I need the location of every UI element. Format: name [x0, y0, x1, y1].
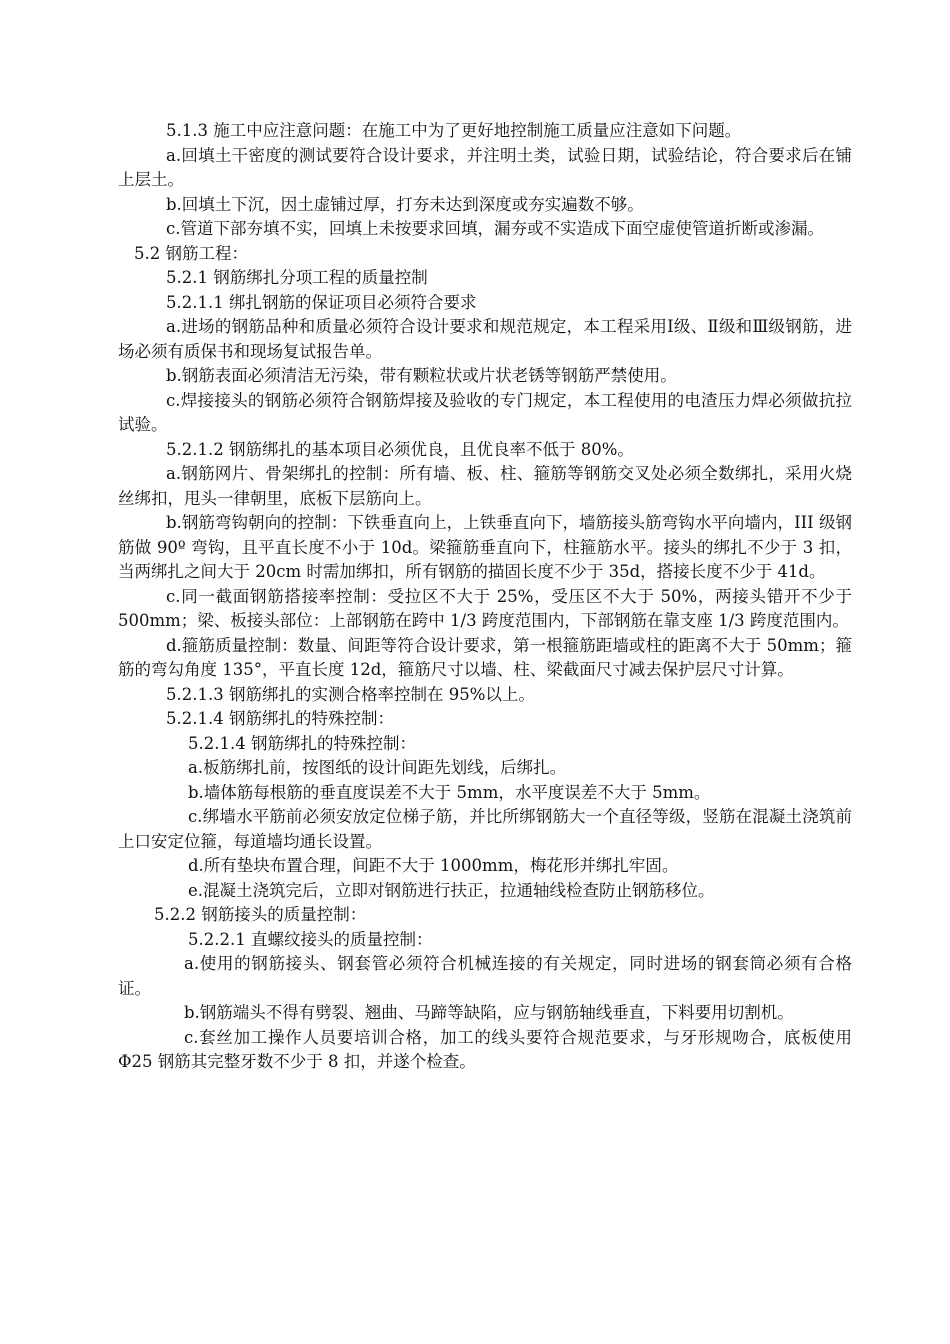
paragraph: d.箍筋质量控制：数量、间距等符合设计要求，第一根箍筋距墙或柱的距离不大于 50mm；箍筋的弯勾角度 135°，平直长度 12d，箍筋尺寸以墙、柱、梁截面尺寸减去保护层尺寸计算。	[118, 635, 852, 679]
paragraph: a.使用的钢筋接头、钢套管必须符合机械连接的有关规定，同时进场的钢套筒必须有合格证。	[118, 954, 852, 998]
paragraph: 5.2 钢筋工程：	[134, 243, 248, 263]
paragraph: a.回填土干密度的测试要符合设计要求，并注明土类，试验日期，试验结论，符合要求后在铺上层土。	[118, 145, 852, 189]
paragraph: e.混凝土浇筑完后，立即对钢筋进行扶正，拉通轴线检查防止钢筋移位。	[188, 880, 715, 900]
paragraph: b.钢筋端头不得有劈裂、翘曲、马蹄等缺陷，应与钢筋轴线垂直，下料要用切割机。	[184, 1003, 794, 1022]
paragraph: b.钢筋表面必须清洁无污染，带有颗粒状或片状老锈等钢筋严禁使用。	[166, 366, 677, 385]
paragraph: 5.2.1.4 钢筋绑扎的特殊控制：	[188, 733, 416, 753]
paragraph: a.进场的钢筋品种和质量必须符合设计要求和规范规定，本工程采用Ⅰ级、Ⅱ级和Ⅲ级钢筋，进场必须有质保书和现场复试报告单。	[118, 317, 852, 361]
paragraph: d.所有垫块布置合理，间距不大于 1000mm，梅花形并绑扎牢固。	[188, 856, 679, 875]
paragraph: 5.2.1.2 钢筋绑扎的基本项目必须优良，且优良率不低于 80%。	[166, 439, 634, 459]
paragraph: b.墙体筋每根筋的垂直度误差不大于 5mm，水平度误差不大于 5mm。	[188, 782, 711, 802]
paragraph: c.套丝加工操作人员要培训合格，加工的线头要符合规范要求，与牙形规吻合，底板使用 Φ25 钢筋其完整牙数不少于 8 扣，并遂个检查。	[118, 1027, 852, 1071]
paragraph: b.钢筋弯钩朝向的控制：下铁垂直向上，上铁垂直向下，墙筋接头筋弯钩水平向墙内，III 级钢筋做 90º 弯钩，且平直长度不小于 10d。梁箍筋垂直向下，柱箍筋水平。接头的绑扎不少于 3 扣，当两绑扎之间大于 20cm 时需加绑扣，所有钢筋的描固长度不少于 35d，搭接长度不少于 41d。	[118, 513, 852, 581]
paragraph: c.同一截面钢筋搭接率控制：受拉区不大于 25%，受压区不大于 50%，两接头错开不少于 500mm；梁、板接头部位：上部钢筋在跨中 1/3 跨度范围内，下部钢筋在靠支座 1/3 跨度范围内。	[118, 586, 852, 630]
paragraph: c.绑墙水平筋前必须安放定位梯子筋，并比所绑钢筋大一个直径等级，竖筋在混凝土浇筑前上口安定位箍，每道墙均通长设置。	[118, 807, 852, 851]
document-page	[118, 119, 852, 1075]
paragraph: 5.2.1 钢筋绑扎分项工程的质量控制	[166, 268, 428, 287]
paragraph: 5.2.1.3 钢筋绑扎的实测合格率控制在 95%以上。	[166, 684, 535, 704]
paragraph: b.回填土下沉，因土虚铺过厚，打夯未达到深度或夯实遍数不够。	[166, 194, 644, 214]
paragraph: 5.2.2.1 直螺纹接头的质量控制：	[188, 929, 433, 949]
paragraph: a.钢筋网片、骨架绑扎的控制：所有墙、板、柱、箍筋等钢筋交叉处必须全数绑扎，采用火烧丝绑扣，甩头一律朝里，底板下层筋向上。	[118, 464, 852, 508]
paragraph: 5.1.3 施工中应注意问题：在施工中为了更好地控制施工质量应注意如下问题。	[166, 121, 742, 140]
paragraph: 5.2.1.1 绑扎钢筋的保证项目必须符合要求	[166, 292, 477, 312]
paragraph: c.焊接接头的钢筋必须符合钢筋焊接及验收的专门规定，本工程使用的电渣压力焊必须做抗拉试验。	[118, 390, 852, 434]
paragraph: 5.2.1.4 钢筋绑扎的特殊控制：	[166, 709, 394, 728]
paragraph: 5.2.2 钢筋接头的质量控制：	[154, 905, 367, 924]
paragraph: a.板筋绑扎前，按图纸的设计间距先划线，后绑扎。	[188, 758, 567, 777]
paragraph: c.管道下部夯填不实，回填上未按要求回填，漏夯或不实造成下面空虚使管道折断或渗漏。	[166, 219, 824, 238]
